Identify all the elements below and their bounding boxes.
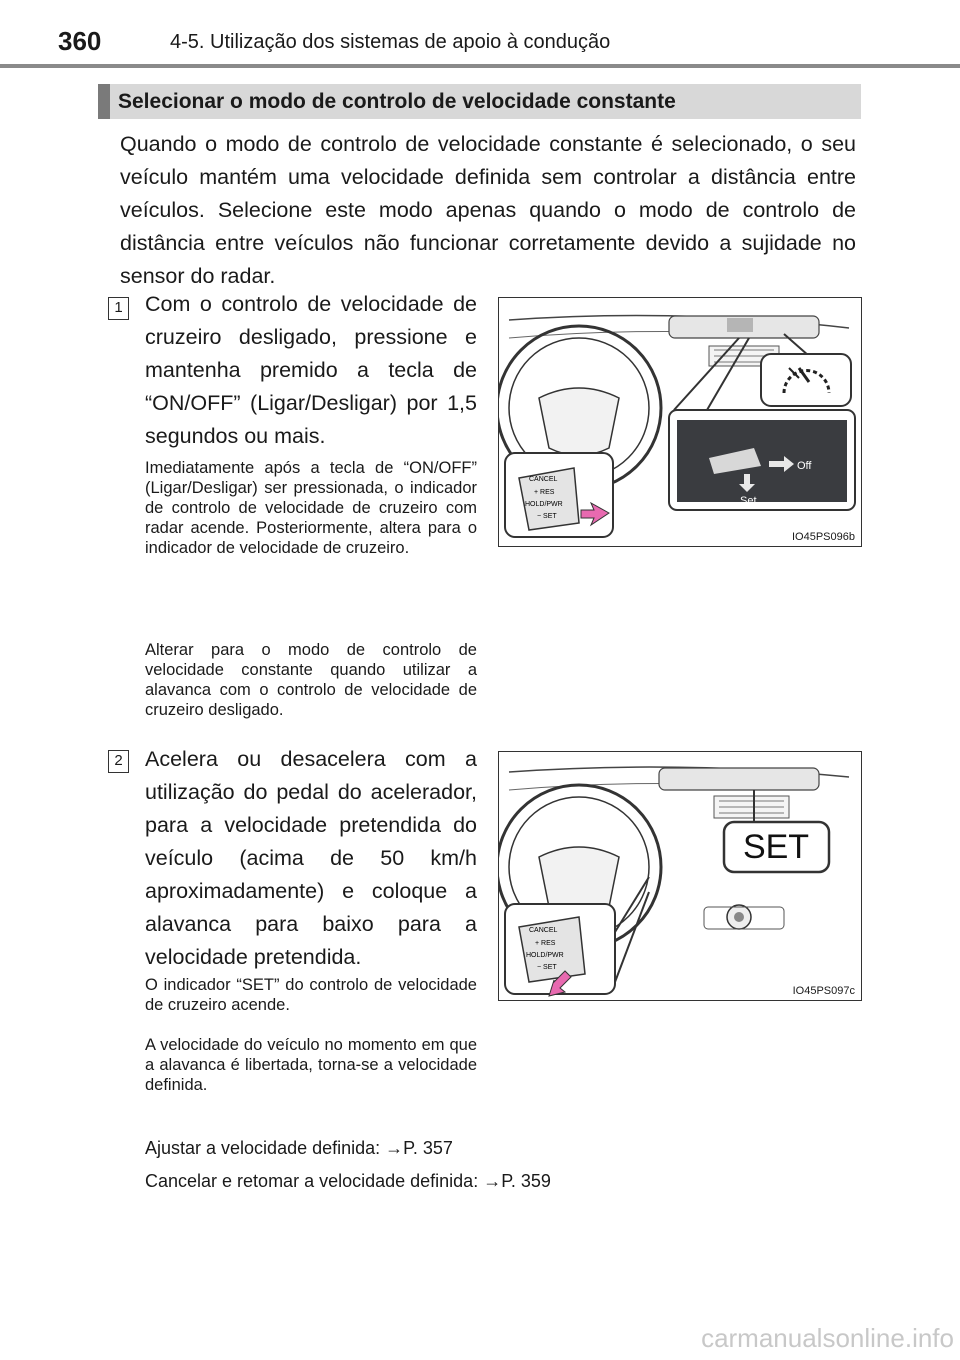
step-2-note-1: O indicador “SET” do controlo de velocidade de cruzeiro acende. (145, 976, 477, 1014)
step-2-note-2: A velocidade do veículo no momento em que a alavanca é libertada, torna-se a velocidade definida. (145, 1036, 477, 1094)
lever-label-set: − SET (537, 513, 557, 520)
figure-2-steering-lever (498, 751, 862, 1001)
step-1-note-1: Imediatamente após a tecla de “ON/OFF” (Ligar/Desligar) ser pressionada, o indicador de controlo de velocidade de cruzeiro com radar acende. Posteriormente, altera para o indicador de velocidade de cruzeiro. (145, 459, 477, 557)
lever-label-hold: HOLD/PWR (525, 501, 563, 508)
inset-set-label: Set (740, 495, 757, 507)
section-heading-bar (98, 84, 861, 119)
chapter-title: 4-5. Utilização dos sistemas de apoio à condução (170, 31, 611, 53)
figure-2-illustration (499, 752, 862, 1001)
header-rule (0, 64, 960, 68)
lever2-label-hold: HOLD/PWR (526, 952, 564, 959)
lever-label-res: + RES (534, 489, 555, 496)
reference-cancel-resume[interactable]: Cancelar e retomar a velocidade definida: →P. 359 (145, 1171, 551, 1191)
figure-1-illustration (499, 298, 862, 547)
lever2-label-set: − SET (537, 964, 557, 971)
set-indicator-label: SET (742, 828, 810, 866)
section-title: Selecionar o modo de controlo de velocidade constante (118, 90, 676, 113)
intro-paragraph: Quando o modo de controlo de velocidade constante é selecionado, o seu veículo mantém uma velocidade definida sem controlar a distância entre veículos. Selecione este modo apenas quando o modo de controlo de distância entre veículos não funcionar corretamente devido a sujidade no sensor do radar. (120, 132, 856, 288)
inset-off-label: Off (797, 460, 812, 472)
watermark: carmanualsonline.info (701, 1323, 954, 1353)
step-1-badge: 1 (108, 297, 129, 320)
step-2-badge: 2 (108, 750, 129, 773)
reference-adjust-speed[interactable]: Ajustar a velocidade definida: →P. 357 (145, 1138, 453, 1158)
lever2-label-cancel: CANCEL (529, 927, 558, 934)
lever2-label-res: + RES (535, 940, 556, 947)
step-1-text: Com o controlo de velocidade de cruzeiro desligado, pressione e mantenha premido a tecla de “ON/OFF” (Ligar/Desligar) por 1,5 segundos ou mais. (145, 292, 477, 448)
step-2-text: Acelera ou desacelera com a utilização do pedal do acelerador, para a velocidade pretendida do veículo (acima de 50 km/h aproximadamente) e coloque a alavanca para baixo para a velocidade pretendida. (145, 747, 477, 969)
section-heading-accent (98, 84, 110, 119)
figure-1-id: IO45PS096b (792, 531, 855, 543)
step-1-note-2: Alterar para o modo de controlo de velocidade constante quando utilizar a alavanca com o controlo de velocidade de cruzeiro desligado. (145, 641, 477, 719)
figure-2-id: IO45PS097c (792, 985, 855, 997)
figure-1-steering-lever (498, 297, 862, 547)
page-number: 360 (58, 26, 102, 56)
lever-label-cancel: CANCEL (529, 476, 558, 483)
